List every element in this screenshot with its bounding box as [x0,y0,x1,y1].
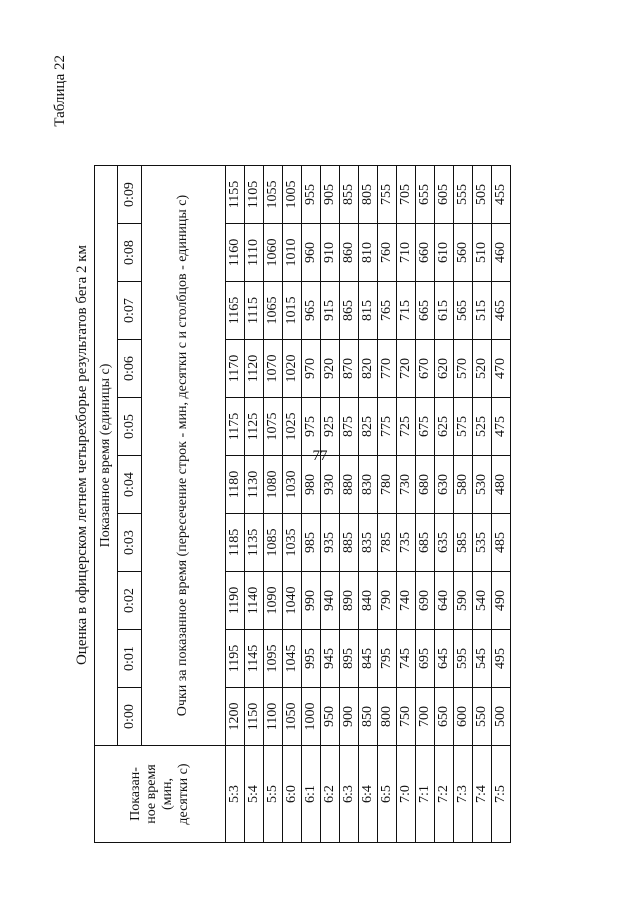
table-row [435,166,454,843]
score-cell: 615 [435,282,454,340]
column-header: 0:04 [118,456,141,514]
score-cell: 1115 [245,282,264,340]
score-cell: 650 [435,688,454,746]
score-cell: 1075 [264,398,283,456]
score-cell: 1085 [264,514,283,572]
score-cell: 980 [302,456,321,514]
row-time-cell: 6:1 [302,746,321,843]
row-time-cell: 6:3 [340,746,359,843]
row-time-cell: 6:0 [283,746,302,843]
score-cell: 1120 [245,340,264,398]
score-cell: 1095 [264,630,283,688]
score-cell: 945 [321,630,340,688]
column-header: 0:08 [118,224,141,282]
table-row [492,166,511,843]
row-time-cell: 5:3 [226,746,245,843]
score-cell: 995 [302,630,321,688]
score-cell: 470 [492,340,511,398]
score-cell: 1185 [226,514,245,572]
table-note: Очки за показанное время (пересечение строк - мин, десятки с и столбцов - единицы с) [141,166,225,746]
table-row [340,166,359,843]
table-title: Оценка в офицерском летнем четырехборье результатов бега 2 км [74,244,90,666]
row-time-cell: 7:4 [473,746,492,843]
score-cell: 775 [378,398,397,456]
score-cell: 700 [416,688,435,746]
row-time-cell: 6:4 [359,746,378,843]
row-time-cell: 5:5 [264,746,283,843]
table-row [321,166,340,843]
column-header: 0:07 [118,282,141,340]
score-cell: 625 [435,398,454,456]
score-cell: 500 [492,688,511,746]
score-cell: 765 [378,282,397,340]
score-cell: 745 [397,630,416,688]
score-cell: 1055 [264,166,283,224]
score-cell: 975 [302,398,321,456]
score-cell: 870 [340,340,359,398]
score-cell: 875 [340,398,359,456]
score-cell: 960 [302,224,321,282]
score-cell: 460 [492,224,511,282]
score-cell: 1150 [245,688,264,746]
score-cell: 715 [397,282,416,340]
score-cell: 1035 [283,514,302,572]
row-header-line: десятки с) [176,763,191,825]
column-header: 0:00 [118,688,141,746]
score-cell: 800 [378,688,397,746]
score-cell: 885 [340,514,359,572]
score-cell: 465 [492,282,511,340]
table-row [264,166,283,843]
score-cell: 830 [359,456,378,514]
score-cell: 1060 [264,224,283,282]
row-time-cell: 7:5 [492,746,511,843]
score-cell: 695 [416,630,435,688]
row-header-line: Показан- [128,767,143,821]
score-cell: 505 [473,166,492,224]
table-row [454,166,473,843]
score-cell: 720 [397,340,416,398]
score-cell: 630 [435,456,454,514]
row-time-cell: 7:0 [397,746,416,843]
score-cell: 950 [321,688,340,746]
score-cell: 540 [473,572,492,630]
row-time-cell: 7:3 [454,746,473,843]
score-cell: 1090 [264,572,283,630]
score-cell: 1170 [226,340,245,398]
score-cell: 555 [454,166,473,224]
table-row [378,166,397,843]
score-cell: 970 [302,340,321,398]
score-cell: 1190 [226,572,245,630]
score-cell: 965 [302,282,321,340]
score-cell: 910 [321,224,340,282]
score-cell: 835 [359,514,378,572]
score-cell: 1010 [283,224,302,282]
score-cell: 825 [359,398,378,456]
score-cell: 865 [340,282,359,340]
score-cell: 905 [321,166,340,224]
score-cell: 1165 [226,282,245,340]
score-cell: 1125 [245,398,264,456]
score-cell: 895 [340,630,359,688]
score-cell: 710 [397,224,416,282]
score-cell: 1145 [245,630,264,688]
table-row [397,166,416,843]
score-cell: 1015 [283,282,302,340]
score-cell: 685 [416,514,435,572]
score-cell: 750 [397,688,416,746]
score-cell: 770 [378,340,397,398]
score-cell: 570 [454,340,473,398]
score-cell: 1175 [226,398,245,456]
score-cell: 705 [397,166,416,224]
column-header: 0:06 [118,340,141,398]
row-header-cell [95,746,226,843]
score-cell: 530 [473,456,492,514]
score-cell: 525 [473,398,492,456]
column-group-header: Показанное время (единицы с) [95,166,118,746]
score-cell: 915 [321,282,340,340]
score-cell: 795 [378,630,397,688]
score-cell: 1025 [283,398,302,456]
score-cell: 1020 [283,340,302,398]
score-cell: 880 [340,456,359,514]
score-cell: 730 [397,456,416,514]
column-header: 0:05 [118,398,141,456]
score-cell: 1160 [226,224,245,282]
score-cell: 585 [454,514,473,572]
score-cell: 940 [321,572,340,630]
score-cell: 610 [435,224,454,282]
table-row [416,166,435,843]
score-cell: 740 [397,572,416,630]
score-cell: 1065 [264,282,283,340]
score-cell: 1130 [245,456,264,514]
column-header: 0:03 [118,514,141,572]
score-cell: 935 [321,514,340,572]
score-cell: 580 [454,456,473,514]
score-cell: 840 [359,572,378,630]
table-row [302,166,321,843]
column-header-row [118,166,141,843]
score-cell: 575 [454,398,473,456]
score-cell: 560 [454,224,473,282]
score-cell: 495 [492,630,511,688]
column-header: 0:09 [118,166,141,224]
score-cell: 1110 [245,224,264,282]
table-row [226,166,245,843]
score-cell: 635 [435,514,454,572]
score-cell: 1080 [264,456,283,514]
score-cell: 1030 [283,456,302,514]
score-cell: 1040 [283,572,302,630]
score-cell: 535 [473,514,492,572]
score-cell: 1155 [226,166,245,224]
score-cell: 860 [340,224,359,282]
score-cell: 550 [473,688,492,746]
score-cell: 690 [416,572,435,630]
score-cell: 850 [359,688,378,746]
score-cell: 925 [321,398,340,456]
row-time-cell: 6:5 [378,746,397,843]
score-cell: 510 [473,224,492,282]
score-cell: 845 [359,630,378,688]
row-header-line: ное время [144,764,159,824]
score-cell: 605 [435,166,454,224]
score-cell: 655 [416,166,435,224]
score-cell: 590 [454,572,473,630]
score-cell: 1000 [302,688,321,746]
score-cell: 1135 [245,514,264,572]
score-cell: 660 [416,224,435,282]
page-number: 77 [312,448,328,464]
score-cell: 855 [340,166,359,224]
score-cell: 1105 [245,166,264,224]
score-cell: 760 [378,224,397,282]
row-time-cell: 6:2 [321,746,340,843]
score-cell: 1200 [226,688,245,746]
score-cell: 480 [492,456,511,514]
score-cell: 990 [302,572,321,630]
score-cell: 815 [359,282,378,340]
rotated-content [52,45,612,865]
table-body [226,166,511,843]
table-row [245,166,264,843]
score-cell: 820 [359,340,378,398]
score-cell: 595 [454,630,473,688]
score-cell: 600 [454,688,473,746]
score-cell: 490 [492,572,511,630]
score-cell: 675 [416,398,435,456]
score-cell: 1140 [245,572,264,630]
score-cell: 890 [340,572,359,630]
score-cell: 725 [397,398,416,456]
column-header: 0:01 [118,630,141,688]
score-table [94,165,511,843]
score-cell: 755 [378,166,397,224]
row-time-cell: 7:1 [416,746,435,843]
score-cell: 680 [416,456,435,514]
score-cell: 640 [435,572,454,630]
score-cell: 565 [454,282,473,340]
score-cell: 805 [359,166,378,224]
score-cell: 645 [435,630,454,688]
column-header: 0:02 [118,572,141,630]
score-cell: 735 [397,514,416,572]
table-row [359,166,378,843]
row-time-cell: 7:2 [435,746,454,843]
score-cell: 1100 [264,688,283,746]
score-cell: 485 [492,514,511,572]
score-cell: 955 [302,166,321,224]
score-cell: 900 [340,688,359,746]
score-cell: 665 [416,282,435,340]
score-cell: 1050 [283,688,302,746]
score-cell: 620 [435,340,454,398]
score-cell: 780 [378,456,397,514]
table-caption: Таблица 22 [52,55,68,127]
score-cell: 1180 [226,456,245,514]
score-cell: 455 [492,166,511,224]
score-cell: 475 [492,398,511,456]
score-cell: 985 [302,514,321,572]
score-cell: 920 [321,340,340,398]
table-row [473,166,492,843]
score-cell: 810 [359,224,378,282]
score-cell: 1195 [226,630,245,688]
row-header-line: (мин, [160,778,175,811]
score-cell: 1070 [264,340,283,398]
score-cell: 1045 [283,630,302,688]
score-cell: 790 [378,572,397,630]
score-cell: 670 [416,340,435,398]
score-cell: 785 [378,514,397,572]
score-cell: 515 [473,282,492,340]
row-time-cell: 5:4 [245,746,264,843]
table-row [283,166,302,843]
score-cell: 1005 [283,166,302,224]
score-cell: 930 [321,456,340,514]
score-cell: 545 [473,630,492,688]
score-cell: 520 [473,340,492,398]
